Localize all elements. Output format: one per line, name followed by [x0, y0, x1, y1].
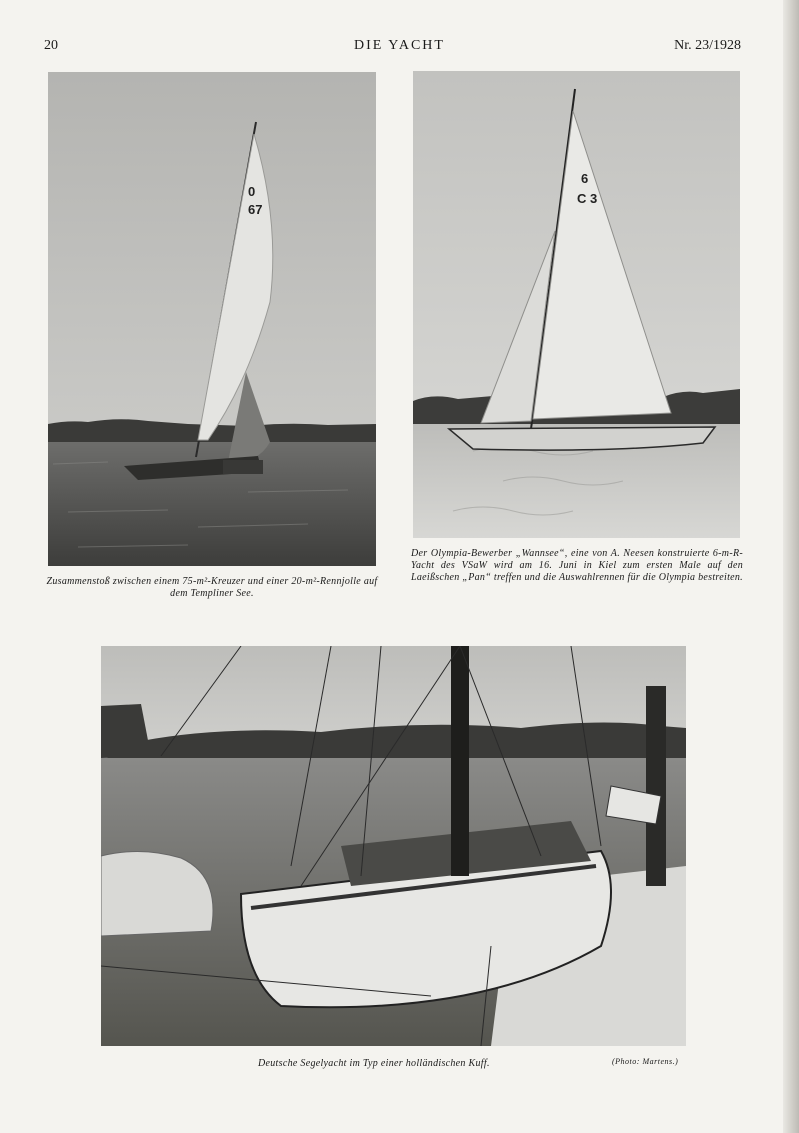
photo-2-caption: Der Olympia-Bewerber „Wannsee“, eine von A. Neesen konstruierte 6-m-R-Yacht des VSaW wird am 16. Juni in Kiel zum ersten Male auf den Laeißschen „Pan“ treffen und die Auswahlrennen für die Olympia bestreiten.	[411, 548, 743, 583]
svg-text:67: 67	[248, 202, 263, 217]
svg-text:6: 6	[581, 171, 589, 186]
photo-1-caption: Zusammenstoß zwischen einem 75-m²-Kreuzer und einer 20-m²-Rennjolle auf dem Templiner See.	[46, 576, 378, 599]
photo-collision-templiner-see	[48, 72, 376, 566]
page-number: 20	[44, 38, 58, 53]
photo-1-image	[48, 72, 376, 566]
journal-title: DIE YACHT	[354, 38, 445, 53]
page-edge	[783, 0, 799, 1133]
svg-text:0: 0	[248, 184, 256, 199]
photo-wannsee-yacht	[413, 71, 740, 538]
photo-3-image	[101, 646, 686, 1046]
photo-2-image	[413, 71, 740, 538]
page-header	[0, 38, 799, 58]
photo-credit: (Photo: Martens.)	[612, 1057, 679, 1066]
photo-dutch-kuff-yacht	[101, 646, 686, 1046]
photo-3-caption: Deutsche Segelyacht im Typ einer holländischen Kuff.	[258, 1058, 490, 1069]
issue-number: Nr. 23/1928	[674, 38, 741, 53]
svg-text:C 3: C 3	[577, 191, 598, 206]
